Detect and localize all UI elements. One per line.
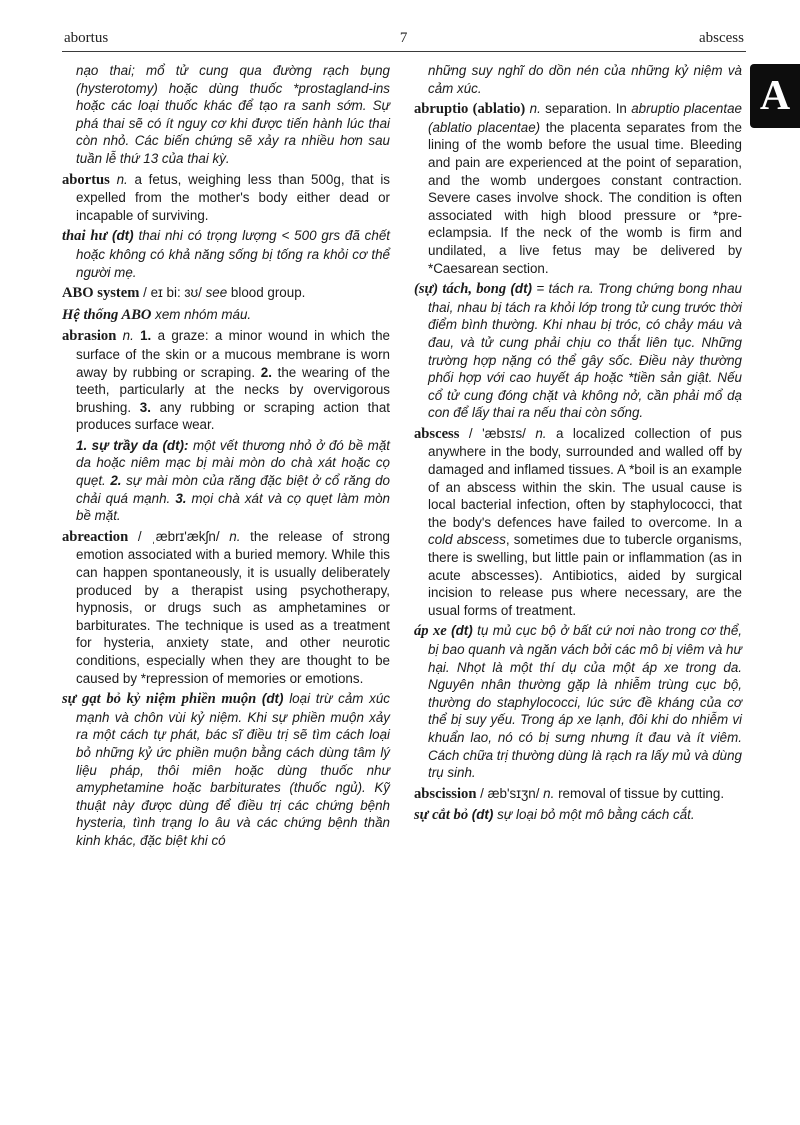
text-run: sự mài mòn của răng đặc biệt ở cổ răng do chải quá mạnh. <box>76 473 390 506</box>
text-run: a graze: a minor wound in which the surface of the skin or a mucous membrane is worn away by rubbing or scraping. <box>76 328 390 380</box>
text-run: / 'æbsɪs/ <box>459 425 536 441</box>
text-run: (dt) <box>510 281 537 297</box>
dictionary-entry <box>414 622 742 781</box>
text-run: 2. <box>260 364 278 380</box>
text-run: n. <box>229 528 251 544</box>
text-columns <box>62 62 746 853</box>
dictionary-entry <box>414 62 742 97</box>
letter-tab-label: A <box>759 73 791 119</box>
text-run: thai nhi có trọng lượng < 500 grs đã chết hoặc không có khả năng sống bị tống ra khỏi cơ thể người mẹ. <box>76 228 390 280</box>
headword: abruptio (ablatio) <box>414 101 526 118</box>
text-run: n. <box>109 171 135 187</box>
dictionary-entry <box>62 690 390 849</box>
text-run: loại trừ cảm xúc mạnh và chôn vùi kỷ niệm. Khi sự phiền muộn xảy ra một cách tự phát, bác sĩ điều trị sẽ tìm cách loại bỏ những kỷ ức phiền muộn bằng cách dùng tâm lý liệu pháp, thôi miên hoặc dùng thuốc như amyphetamine hoặc barbiturates (thuốc ngủ). Kỹ thuật này được dùng để điều trị các chứng bệnh hysteria, tình trạng lo âu và các chứng bệnh thần kinh khác, đặc biệt khi có <box>76 691 391 848</box>
text-run: những suy nghĩ do dồn nén của những kỷ niệm và cảm xúc. <box>428 63 742 96</box>
text-run: / ˌæbrɪ'ækʃn/ <box>128 528 230 544</box>
text-run: see <box>205 285 228 301</box>
text-run: n. <box>535 425 556 441</box>
text-run: (dt) <box>261 691 290 707</box>
dictionary-entry <box>62 306 390 325</box>
text-run: a localized collection of pus anywhere in the body, surrounded and walled off by damaged and inflamed tissues. A *boil is an example of an abscess within the skin. The usual cause is local bacterial infection, often by staphylococci, that the body's defences have failed to overcome. In a <box>428 425 743 530</box>
page-number: 7 <box>399 30 408 46</box>
text-run: 1. <box>140 328 158 344</box>
text-run: removal of tissue by cutting. <box>558 785 725 801</box>
text-run: any rubbing or scraping action that produces surface wear. <box>76 399 391 433</box>
headword: Hệ thống ABO <box>62 306 156 323</box>
dictionary-entry <box>414 280 742 422</box>
text-run: sự loại bỏ một mô bằng cách cắt. <box>497 807 695 823</box>
page-header <box>62 30 746 51</box>
text-run: 3. <box>175 490 192 506</box>
dictionary-entry <box>414 100 742 277</box>
text-run: n. <box>116 328 141 344</box>
text-run: , sometimes due to tubercle organisms, there is swelling, but little pain or inflammation (as in acute abscesses). Antibiotics, aided by surgical incision to release pus where necessary, are the usual forms of treatment. <box>428 532 742 618</box>
text-run: 2. <box>110 473 127 489</box>
text-run: blood group. <box>227 285 306 301</box>
guide-word-right: abscess <box>698 30 744 46</box>
text-run: một vết thương nhỏ ở đó bề mặt da hoặc niêm mạc bị mài mòn do chà xát hoặc cọ quẹt. <box>76 437 390 489</box>
headword: ABO system <box>62 285 140 302</box>
dictionary-entry <box>414 785 742 804</box>
text-run: / eɪ bi: ɜʊ/ <box>139 285 206 301</box>
headword: sự cắt bỏ <box>414 807 472 824</box>
text-run: n. <box>525 101 546 117</box>
dictionary-entry <box>62 528 390 687</box>
text-run: (dt) <box>471 807 498 823</box>
right-column <box>414 62 742 853</box>
dictionary-entry <box>62 62 390 168</box>
headword: abreaction <box>62 528 129 545</box>
letter-tab <box>750 64 800 128</box>
dictionary-entry <box>62 437 390 525</box>
headword: abscission <box>414 785 477 802</box>
text-run: xem nhóm máu. <box>155 306 252 322</box>
text-run: nạo thai; mổ tử cung qua đường rạch bụng (hysterotomy) hoặc dùng thuốc *prostagland-ins hoặc các loại thuốc khác để tạo ra sanh sớm. Sự phá thai sẽ có ít nguy cơ khi được tiến hành lúc thai còn nhỏ. Các biến chứng sẽ xảy ra nhiều hơn sau tuần lễ thứ 13 của thai kỳ. <box>76 63 390 166</box>
dictionary-entry <box>62 171 390 225</box>
guide-word-left: abortus <box>64 30 109 46</box>
headword: abrasion <box>62 328 117 345</box>
text-run: the release of strong emotion associated with a buried memory. While this can happen spontaneously, it is usually deliberately produced by a therapist using psychotherapy, hypnosis, or drugs such as amphetamines or barbiturates. The technique is used as a treatment for hysteria, anxiety state, and other neurotic conditions, especially when they are thought to be caused by *repression of memories or emotions. <box>76 528 390 686</box>
text-run: abruptio placentae (ablatio placentae) <box>428 101 742 135</box>
dictionary-entry <box>62 284 390 303</box>
headword: sự gạt bỏ kỷ niệm phiền muộn <box>62 691 262 708</box>
dictionary-entry <box>62 227 390 281</box>
text-run: (dt) <box>112 228 139 244</box>
headword: áp xe <box>414 623 452 640</box>
text-run: (dt) <box>451 623 478 639</box>
header-rule <box>62 51 746 52</box>
dictionary-entry <box>414 425 742 620</box>
text-run: = tách ra. Trong chứng bong nhau thai, nhau bị tách ra khỏi lớp trong tử cung trước thời điểm bình thường. Khi nhau bị tróc, có chảy máu và đau, và tử cung phải chịu co thắt liên tục. Những trường hợp nặng có thể gây sốc. Điều này thường phối hợp với cao huyết áp hoặc *tiền sản giật. Nếu cổ tử cung đóng chặt và không nở, cần phải mổ dạ con để lấy thai ra nếu thai còn sống. <box>428 281 743 421</box>
headword: (sự) tách, bong <box>414 281 511 298</box>
text-run: the placenta separates from the lining of the womb before the usual time. Bleeding and pain are experienced at the point of separation, and the womb undergoes constant contraction. Severe cases involve shock. The condition is often associated with high blood pressure or *pre-eclampsia. If the neck of the womb is firm and undilated, a live fetus may be delivered by *Caesarean section. <box>428 119 742 276</box>
text-run: 1. sự trầy da (dt): <box>76 437 193 453</box>
text-run: separation. In <box>545 101 632 117</box>
text-run: cold abscess <box>428 532 506 548</box>
text-run: the wearing of the teeth, particularly at the necks by overvigorous brushing. <box>76 364 391 415</box>
left-column <box>62 62 390 853</box>
text-run: a fetus, weighing less than 500g, that is expelled from the mother's body either dead or incapable of surviving. <box>76 171 390 223</box>
headword: abortus <box>62 171 110 188</box>
text-run: / æb'sɪʒn/ <box>476 785 544 801</box>
text-run: tụ mủ cục bộ ở bất cứ nơi nào trong cơ thể, bị bao quanh và ngăn vách bởi các mô bị viêm và hư hại. Nhọt là một thí dụ của một áp xe trong da. Nguyên nhân thường gặp là nhiễm trùng cục bộ, thường do staphylococci, lúc sức đề kháng của cơ thể bị suy yếu. Trong áp xe lạnh, đôi khi do nhiễm vi khuẩn lao, nó có bị sưng nhưng ít đau và ít viêm. Cách chữa trị thường dùng là rạch ra lấy mủ và dùng trụ sinh. <box>428 623 742 781</box>
headword: abscess <box>414 425 460 442</box>
text-run: 3. <box>139 399 160 415</box>
dictionary-entry <box>62 327 390 434</box>
dictionary-page <box>62 30 746 853</box>
dictionary-entry <box>414 806 742 825</box>
text-run: mọi chà xát và cọ quẹt làm mòn bề mặt. <box>76 490 390 524</box>
text-run: n. <box>543 785 559 801</box>
headword: thai hư <box>62 228 113 245</box>
